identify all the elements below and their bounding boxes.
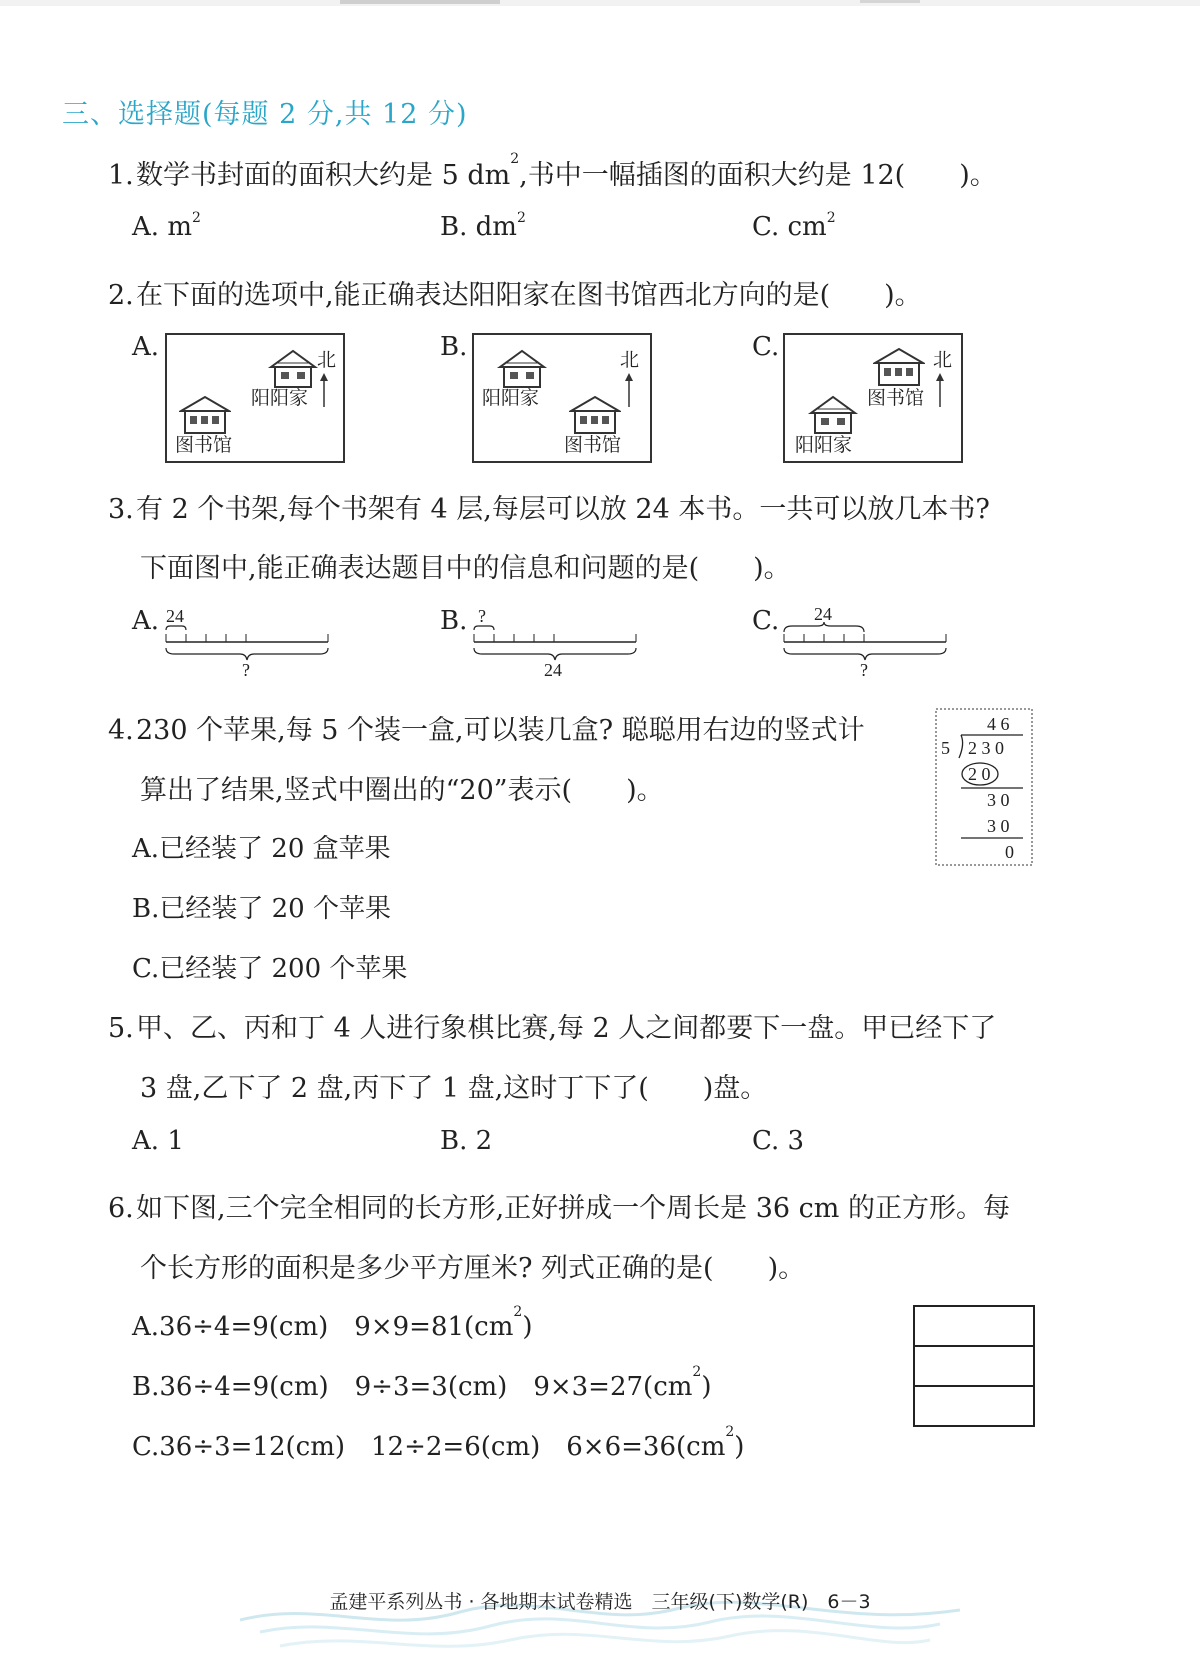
north-label: 北	[933, 349, 953, 371]
option-sup: 2	[725, 1424, 735, 1440]
diagram-top-label: 24	[814, 604, 832, 624]
q1-option-b[interactable]	[440, 212, 526, 242]
home-label: 阳阳家	[251, 387, 309, 409]
q5-text-1: 甲、乙、丙和丁 4 人进行象棋比赛,每 2 人之间都要下一盘。甲已经下了	[136, 1013, 997, 1044]
library-icon	[873, 345, 925, 387]
q3-option-b-letter[interactable]: B.	[440, 606, 468, 636]
option-text: 3	[787, 1126, 805, 1156]
question-4-line-1	[108, 708, 865, 747]
q1-text-a: 数学书封面的面积大约是 5 dm	[136, 160, 511, 191]
q2-option-c-letter[interactable]: C.	[752, 332, 780, 362]
library-label: 图书馆	[175, 434, 233, 456]
north-arrow-icon	[935, 373, 945, 407]
option-letter: B.	[132, 894, 160, 924]
home-label: 阳阳家	[795, 434, 853, 456]
diagram-top-label: 24	[166, 606, 184, 626]
q3-option-b-diagram[interactable]	[468, 600, 643, 680]
q1-number: 1.	[108, 160, 134, 191]
q6-number: 6.	[108, 1193, 134, 1224]
question-2	[108, 273, 922, 312]
q5-option-a[interactable]	[132, 1126, 184, 1156]
option-tail: )	[701, 1372, 712, 1402]
option-sup: 2	[513, 1304, 523, 1320]
library-label: 图书馆	[564, 434, 622, 456]
library-icon	[179, 393, 231, 435]
three-rectangles-square-figure	[912, 1304, 1036, 1428]
q6-option-c[interactable]	[132, 1426, 744, 1463]
q4-number: 4.	[108, 715, 134, 746]
q3-option-a-letter[interactable]: A.	[132, 606, 160, 636]
division-divisor: 5	[941, 738, 950, 758]
q6-option-a[interactable]	[132, 1306, 532, 1343]
question-6-line-1	[108, 1186, 1010, 1225]
division-dividend: 2 3 0	[968, 738, 1004, 758]
option-letter: C.	[132, 954, 160, 984]
option-tail: )	[522, 1312, 533, 1342]
option-unit: m	[167, 212, 192, 242]
q3-option-a-diagram[interactable]	[160, 600, 335, 680]
library-label: 图书馆	[867, 387, 925, 409]
q5-option-c[interactable]	[752, 1126, 804, 1156]
page-footer: 孟建平系列丛书 · 各地期末试卷精选 三年级(下)数学(R) 6－3	[329, 1591, 871, 1613]
option-text: 36÷4=9(cm) 9×9=81(cm	[159, 1312, 514, 1342]
q1-sup: 2	[510, 151, 520, 167]
north-arrow-icon	[624, 373, 634, 407]
option-unit: dm	[475, 212, 517, 242]
option-letter: A.	[132, 834, 160, 864]
option-unit: cm	[787, 212, 827, 242]
top-edge-strip	[0, 0, 1200, 8]
division-step-3: 3 0	[987, 816, 1010, 836]
q6-text-2: 个长方形的面积是多少平方厘米? 列式正确的是( )。	[140, 1253, 806, 1284]
option-letter: C.	[132, 1432, 160, 1462]
diagram-bottom-label: ?	[242, 660, 250, 680]
q3-text-1: 有 2 个书架,每个书架有 4 层,每层可以放 24 本书。一共可以放几本书?	[136, 494, 990, 525]
question-5-line-1	[108, 1006, 996, 1045]
q2-option-c-map[interactable]	[783, 333, 963, 463]
north-label: 北	[317, 349, 337, 371]
north-arrow-icon	[319, 373, 329, 407]
option-sup: 2	[516, 210, 526, 226]
option-text: 已经装了 20 盒苹果	[159, 834, 391, 864]
q3-number: 3.	[108, 494, 134, 525]
diagram-top-label: ?	[478, 606, 486, 626]
q5-text-2: 3 盘,乙下了 2 盘,丙下了 1 盘,这时丁下了( )盘。	[140, 1073, 768, 1104]
question-3-line-1	[108, 487, 990, 526]
q4-option-c[interactable]	[132, 948, 407, 985]
q4-text-2: 算出了结果,竖式中圈出的“20”表示( )。	[140, 775, 664, 806]
option-letter: C.	[752, 1126, 780, 1156]
q2-text: 在下面的选项中,能正确表达阳阳家在图书馆西北方向的是( )。	[136, 280, 922, 311]
q4-option-a[interactable]	[132, 828, 391, 865]
option-letter: A.	[132, 212, 160, 242]
q3-text-2: 下面图中,能正确表达题目中的信息和问题的是( )。	[140, 553, 791, 584]
division-remainder: 0	[1005, 842, 1014, 862]
option-letter: B.	[440, 212, 468, 242]
q4-option-b[interactable]	[132, 888, 391, 925]
q1-option-c[interactable]	[752, 212, 836, 242]
library-icon	[569, 393, 621, 435]
q1-option-a[interactable]	[132, 212, 201, 242]
q6-option-b[interactable]	[132, 1366, 712, 1403]
option-text: 已经装了 200 个苹果	[159, 954, 408, 984]
q2-option-a-map[interactable]	[165, 333, 345, 463]
diagram-bottom-label: 24	[544, 660, 562, 680]
option-letter: B.	[132, 1372, 160, 1402]
q1-text-b: ,书中一幅插图的面积大约是 12( )。	[519, 160, 997, 191]
division-step-2: 3 0	[987, 790, 1010, 810]
q2-number: 2.	[108, 280, 134, 311]
house-icon	[807, 393, 859, 435]
option-text: 已经装了 20 个苹果	[159, 894, 391, 924]
option-text: 1	[167, 1126, 184, 1156]
q2-option-a-letter[interactable]: A.	[132, 332, 160, 362]
q4-text-1: 230 个苹果,每 5 个装一盒,可以装几盒? 聪聪用右边的竖式计	[136, 715, 865, 746]
option-letter: A.	[132, 1312, 160, 1342]
option-tail: )	[734, 1432, 745, 1462]
option-letter: A.	[132, 1126, 160, 1156]
section-title: 三、选择题(每题 2 分,共 12 分)	[62, 99, 468, 130]
option-text: 36÷4=9(cm) 9÷3=3(cm) 9×3=27(cm	[159, 1372, 693, 1402]
q6-text-1: 如下图,三个完全相同的长方形,正好拼成一个周长是 36 cm 的正方形。每	[136, 1193, 1010, 1224]
q3-option-c-letter[interactable]: C.	[752, 606, 780, 636]
long-division-box	[935, 708, 1033, 866]
option-letter: B.	[440, 1126, 468, 1156]
home-label: 阳阳家	[482, 387, 540, 409]
q2-option-b-map[interactable]	[472, 333, 652, 463]
q5-number: 5.	[108, 1013, 134, 1044]
north-label: 北	[620, 349, 640, 371]
question-1	[108, 153, 997, 192]
diagram-bottom-label: ?	[860, 660, 868, 680]
option-sup: 2	[692, 1364, 702, 1380]
q5-option-b[interactable]	[440, 1126, 492, 1156]
division-quotient: 4 6	[987, 714, 1010, 734]
option-text: 36÷3=12(cm) 12÷2=6(cm) 6×6=36(cm	[159, 1432, 726, 1462]
option-sup: 2	[191, 210, 201, 226]
option-letter: C.	[752, 212, 780, 242]
division-step-1: 2 0	[968, 764, 991, 784]
option-sup: 2	[826, 210, 836, 226]
option-text: 2	[475, 1126, 493, 1156]
q2-option-b-letter[interactable]: B.	[440, 332, 468, 362]
q3-option-c-diagram[interactable]	[778, 600, 953, 680]
